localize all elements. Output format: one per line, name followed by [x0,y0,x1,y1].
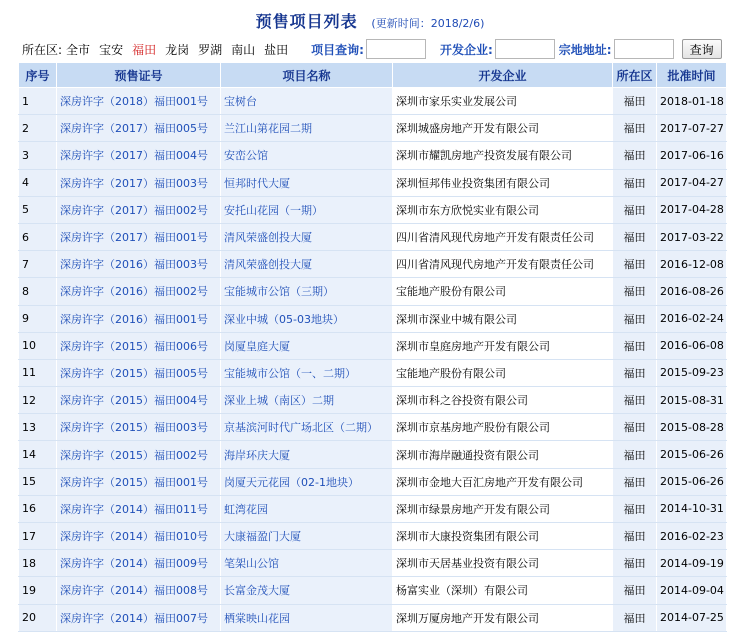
project-name-link[interactable]: 清风荣盛创投大厦 [224,231,312,245]
district-cell: 福田 [613,359,657,386]
row-seq: 20 [19,604,57,631]
project-name-link[interactable]: 大康福盈门大厦 [224,530,301,544]
row-seq: 3 [19,142,57,169]
row-seq: 4 [19,169,57,196]
developer-cell: 深圳市金地大百汇房地产开发有限公司 [393,468,613,495]
project-name-link[interactable]: 京基滨河时代广场北区（二期） [224,421,378,435]
district-link[interactable]: 龙岗 [165,42,190,57]
district-cell: 福田 [613,196,657,223]
developer-cell: 深圳市深业中城有限公司 [393,305,613,332]
developer-cell: 深圳市东方欣悦实业有限公司 [393,196,613,223]
table-row [19,332,727,359]
developer-cell: 深圳市皇庭房地产开发有限公司 [393,332,613,359]
name-cell [221,604,393,631]
project-name-link[interactable]: 笔架山公馆 [224,557,279,571]
permit-number-link[interactable]: 深房许字（2017）福田004号 [60,149,208,163]
row-seq: 7 [19,251,57,278]
table-row [19,387,727,414]
table-row [19,88,727,115]
permit-cell [57,495,221,522]
permit-cell [57,305,221,332]
location-search-label: 宗地地址: [558,42,612,57]
name-cell [221,523,393,550]
row-seq: 11 [19,359,57,386]
row-seq: 18 [19,550,57,577]
name-cell [221,359,393,386]
approval-date-cell: 2015-09-23 [657,359,727,386]
name-cell [221,88,393,115]
row-seq: 10 [19,332,57,359]
row-seq: 9 [19,305,57,332]
project-name-link[interactable]: 宝树台 [224,95,257,109]
project-name-link[interactable]: 岗厦皇庭大厦 [224,339,290,353]
table-row [19,359,727,386]
table-row [19,142,727,169]
developer-cell: 深圳万厦房地产开发有限公司 [393,604,613,631]
column-header-project: 项目名称 [221,63,393,88]
name-cell [221,305,393,332]
approval-date-cell: 2016-02-24 [657,305,727,332]
approval-date-cell: 2016-06-08 [657,332,727,359]
table-row [19,441,727,468]
filter-bar [0,36,740,62]
permit-cell [57,223,221,250]
permit-number-link[interactable]: 深房许字（2016）福田003号 [60,258,208,272]
row-seq: 2 [19,115,57,142]
approval-date-cell: 2014-09-19 [657,550,727,577]
permit-cell [57,441,221,468]
approval-date-cell: 2014-07-25 [657,604,727,631]
developer-cell: 深圳市家乐实业发展公司 [393,88,613,115]
table-row [19,495,727,522]
district-cell: 福田 [613,332,657,359]
project-name-link[interactable]: 兰江山第花园二期 [224,122,312,136]
table-row [19,223,727,250]
permit-number-link[interactable]: 深房许字（2014）福田007号 [60,611,208,625]
permit-cell [57,577,221,604]
name-cell [221,414,393,441]
table-header-row [19,63,727,88]
name-cell [221,550,393,577]
district-link[interactable]: 南山 [231,42,256,57]
row-seq: 15 [19,468,57,495]
page-title: 预售项目列表 [255,12,358,31]
permit-number-link[interactable]: 深房许字（2014）福田008号 [60,584,208,598]
district-cell: 福田 [613,387,657,414]
approval-date-cell: 2015-06-26 [657,468,727,495]
permit-number-link[interactable]: 深房许字（2017）福田002号 [60,203,208,217]
district-cell: 福田 [613,115,657,142]
approval-date-cell: 2015-08-28 [657,414,727,441]
row-seq: 12 [19,387,57,414]
district-list [66,41,297,58]
permit-number-link[interactable]: 深房许字（2015）福田005号 [60,366,208,380]
district-cell: 福田 [613,169,657,196]
name-cell [221,223,393,250]
name-cell [221,196,393,223]
project-name-link[interactable]: 安托山花园（一期） [224,203,323,217]
developer-cell: 四川省清风现代房地产开发有限责任公司 [393,251,613,278]
project-name-link[interactable]: 深业上城（南区）二期 [224,394,334,408]
district-label: 所在区: [22,42,63,57]
district-cell: 福田 [613,223,657,250]
name-cell [221,387,393,414]
row-seq: 19 [19,577,57,604]
district-link[interactable]: 罗湖 [198,42,223,57]
permit-number-link[interactable]: 深房许字（2015）福田006号 [60,339,208,353]
approval-date-cell: 2016-08-26 [657,278,727,305]
table-row [19,604,727,631]
name-cell [221,441,393,468]
project-name-link[interactable]: 长富金茂大厦 [224,584,290,598]
approval-date-cell: 2017-03-22 [657,223,727,250]
permit-cell [57,278,221,305]
table-row [19,251,727,278]
permit-number-link[interactable]: 深房许字（2014）福田011号 [60,502,208,516]
approval-date-cell: 2017-04-27 [657,169,727,196]
project-name-link[interactable]: 海岸环庆大厦 [224,448,290,462]
district-cell: 福田 [613,468,657,495]
approval-date-cell: 2017-07-27 [657,115,727,142]
developer-cell: 深圳市海岸融通投资有限公司 [393,441,613,468]
approval-date-cell: 2016-12-08 [657,251,727,278]
row-seq: 5 [19,196,57,223]
approval-date-cell: 2015-06-26 [657,441,727,468]
approval-date-cell: 2016-02-23 [657,523,727,550]
permit-cell [57,523,221,550]
presale-project-table [18,62,727,632]
developer-search-label: 开发企业: [439,42,493,57]
permit-number-link[interactable]: 深房许字（2014）福田009号 [60,557,208,571]
district-link[interactable]: 宝安 [99,42,124,57]
permit-cell [57,414,221,441]
project-name-link[interactable]: 恒邦时代大厦 [224,176,290,190]
project-name-link[interactable]: 深业中城（05-03地块） [224,312,344,326]
district-cell: 福田 [613,550,657,577]
name-cell [221,468,393,495]
district-cell: 福田 [613,414,657,441]
district-cell: 福田 [613,604,657,631]
district-cell: 福田 [613,577,657,604]
developer-cell: 深圳城盛房地产开发有限公司 [393,115,613,142]
row-seq: 8 [19,278,57,305]
district-cell: 福田 [613,278,657,305]
developer-cell: 杨富实业（深圳）有限公司 [393,577,613,604]
permit-number-link[interactable]: 深房许字（2017）福田003号 [60,176,208,190]
project-name-link[interactable]: 虹湾花园 [224,502,268,516]
permit-cell [57,387,221,414]
row-seq: 14 [19,441,57,468]
district-cell: 福田 [613,495,657,522]
table-row [19,577,727,604]
permit-cell [57,550,221,577]
developer-cell: 四川省清风现代房地产开发有限责任公司 [393,223,613,250]
project-search-input[interactable] [366,39,426,59]
approval-date-cell: 2015-08-31 [657,387,727,414]
district-cell: 福田 [613,305,657,332]
permit-number-link[interactable]: 深房许字（2015）福田002号 [60,448,208,462]
permit-cell [57,359,221,386]
project-name-link[interactable]: 清风荣盛创投大厦 [224,258,312,272]
permit-cell [57,332,221,359]
name-cell [221,115,393,142]
project-search-label: 项目查询: [311,42,364,57]
page-header [0,0,740,36]
developer-search-input[interactable] [495,39,555,59]
column-header-permit: 预售证号 [57,63,221,88]
district-cell: 福田 [613,142,657,169]
permit-number-link[interactable]: 深房许字（2015）福田001号 [60,475,208,489]
developer-cell: 宝能地产股份有限公司 [393,278,613,305]
permit-cell [57,468,221,495]
query-button[interactable]: 查询 [682,39,722,59]
district-cell: 福田 [613,523,657,550]
table-row [19,196,727,223]
district-link[interactable]: 福田 [132,42,157,57]
permit-number-link[interactable]: 深房许字（2017）福田005号 [60,122,208,136]
permit-number-link[interactable]: 深房许字（2017）福田001号 [60,231,208,245]
permit-cell [57,604,221,631]
table-row [19,278,727,305]
district-cell: 福田 [613,251,657,278]
table-row [19,305,727,332]
developer-cell: 深圳恒邦伟业投资集团有限公司 [393,169,613,196]
district-cell: 福田 [613,88,657,115]
row-seq: 13 [19,414,57,441]
developer-cell: 深圳市大康投资集团有限公司 [393,523,613,550]
developer-cell: 深圳市科之谷投资有限公司 [393,387,613,414]
row-seq: 17 [19,523,57,550]
permit-number-link[interactable]: 深房许字（2015）福田003号 [60,421,208,435]
name-cell [221,142,393,169]
developer-cell: 深圳市京基房地产股份有限公司 [393,414,613,441]
district-link[interactable]: 全市 [66,42,91,57]
permit-number-link[interactable]: 深房许字（2014）福田010号 [60,530,208,544]
permit-cell [57,142,221,169]
name-cell [221,577,393,604]
table-row [19,169,727,196]
row-seq: 6 [19,223,57,250]
permit-cell [57,251,221,278]
row-seq: 1 [19,88,57,115]
project-name-link[interactable]: 栖棠映山花园 [224,611,290,625]
approval-date-cell: 2014-10-31 [657,495,727,522]
name-cell [221,495,393,522]
column-header-seq: 序号 [19,63,57,88]
permit-number-link[interactable]: 深房许字（2015）福田004号 [60,394,208,408]
permit-number-link[interactable]: 深房许字（2016）福田001号 [60,312,208,326]
project-name-link[interactable]: 安峦公馆 [224,149,268,163]
table-row [19,115,727,142]
name-cell [221,169,393,196]
permit-number-link[interactable]: 深房许字（2018）福田001号 [60,95,208,109]
project-name-link[interactable]: 宝能城市公馆（一、二期） [224,366,356,380]
approval-date-cell: 2014-09-04 [657,577,727,604]
project-name-link[interactable]: 岗厦天元花园（02-1地块） [224,475,359,489]
permit-cell [57,88,221,115]
name-cell [221,278,393,305]
developer-cell: 宝能地产股份有限公司 [393,359,613,386]
permit-cell [57,115,221,142]
table-row [19,550,727,577]
permit-cell [57,169,221,196]
permit-number-link[interactable]: 深房许字（2016）福田002号 [60,285,208,299]
district-link[interactable]: 盐田 [264,42,289,57]
project-name-link[interactable]: 宝能城市公馆（三期） [224,285,334,299]
permit-cell [57,196,221,223]
column-header-developer: 开发企业 [393,63,613,88]
approval-date-cell: 2018-01-18 [657,88,727,115]
update-time: (更新时间：2018/2/6) [371,17,485,30]
name-cell [221,332,393,359]
developer-cell: 深圳市绿景房地产开发有限公司 [393,495,613,522]
table-row [19,523,727,550]
name-cell [221,251,393,278]
approval-date-cell: 2017-04-28 [657,196,727,223]
developer-cell: 深圳市天居基业投资有限公司 [393,550,613,577]
table-row [19,414,727,441]
column-header-date: 批准时间 [657,63,727,88]
row-seq: 16 [19,495,57,522]
approval-date-cell: 2017-06-16 [657,142,727,169]
column-header-district: 所在区 [613,63,657,88]
table-row [19,468,727,495]
location-search-input[interactable] [614,39,674,59]
district-cell: 福田 [613,441,657,468]
developer-cell: 深圳市耀凯房地产投资发展有限公司 [393,142,613,169]
